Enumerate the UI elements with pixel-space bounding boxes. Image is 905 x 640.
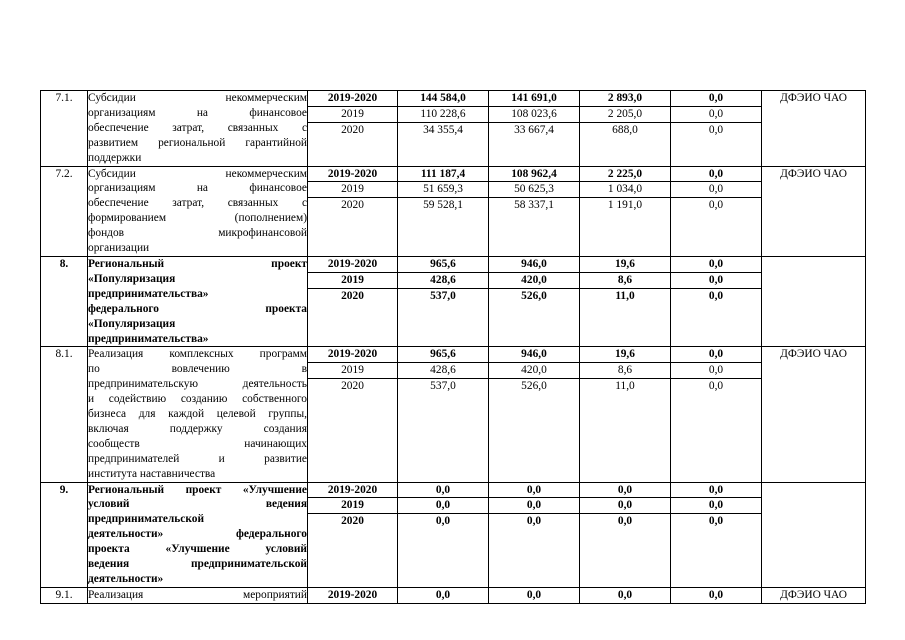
years-cell: 2019-2020 2019 2020 bbox=[308, 256, 398, 346]
responsible-cell bbox=[762, 256, 866, 346]
row-name: Реализация мероприятий bbox=[88, 587, 308, 603]
total-cell: 965,6 428,6 537,0 bbox=[398, 347, 489, 482]
total-cell: 0,0 0,0 0,0 bbox=[398, 482, 489, 587]
federal-cell: 946,0 420,0 526,0 bbox=[489, 256, 580, 346]
responsible-cell: ДФЭИО ЧАО bbox=[762, 166, 866, 256]
row-number: 8.1. bbox=[41, 347, 88, 482]
row-name: Региональный проект «Популяризация предпринимательства» федерального проекта «Популяризация предпринимательства» bbox=[88, 256, 308, 346]
years-cell: 2019-2020 bbox=[308, 587, 398, 603]
row-name: Реализация комплексных программ по вовлечению в предпринимательскую деятельность и содействию созданию собственного бизнеса для каждой целевой группы, включая поддержку создания сообществ начинающих предпринимателей и развитие института наставничества bbox=[88, 347, 308, 482]
years-cell: 2019-2020 2019 2020 bbox=[308, 482, 398, 587]
regional-cell: 0,0 0,0 0,0 bbox=[580, 482, 671, 587]
total-cell: 965,6 428,6 537,0 bbox=[398, 256, 489, 346]
other-cell: 0,0 0,0 0,0 bbox=[671, 347, 762, 482]
table-row bbox=[41, 587, 866, 603]
table-row bbox=[41, 347, 866, 482]
table-row bbox=[41, 482, 866, 587]
budget-table bbox=[40, 90, 866, 604]
table-row bbox=[41, 256, 866, 346]
row-number: 8. bbox=[41, 256, 88, 346]
other-cell: 0,0 0,0 0,0 bbox=[671, 166, 762, 256]
row-name: Субсидии некоммерческим организациям на финансовое обеспечение затрат, связанных с развитием региональной гарантийной поддержки bbox=[88, 91, 308, 167]
total-cell: 111 187,4 51 659,3 59 528,1 bbox=[398, 166, 489, 256]
years-cell: 2019-2020 2019 2020 bbox=[308, 166, 398, 256]
other-cell: 0,0 0,0 0,0 bbox=[671, 482, 762, 587]
years-cell: 2019-2020 2019 2020 bbox=[308, 347, 398, 482]
federal-cell: 0,0 0,0 0,0 bbox=[489, 482, 580, 587]
table-row bbox=[41, 91, 866, 167]
row-name: Субсидии некоммерческим организациям на финансовое обеспечение затрат, связанных с формированием (пополнением) фондов микрофинансовой организации bbox=[88, 166, 308, 256]
regional-cell: 19,6 8,6 11,0 bbox=[580, 347, 671, 482]
other-cell: 0,0 0,0 0,0 bbox=[671, 91, 762, 167]
responsible-cell: ДФЭИО ЧАО bbox=[762, 347, 866, 482]
row-name: Региональный проект «Улучшение условий ведения предпринимательской деятельности» федерального проекта «Улучшение условий ведения предпринимательской деятельности» bbox=[88, 482, 308, 587]
responsible-cell: ДФЭИО ЧАО bbox=[762, 91, 866, 167]
other-cell: 0,0 0,0 0,0 bbox=[671, 256, 762, 346]
federal-cell: 946,0 420,0 526,0 bbox=[489, 347, 580, 482]
regional-cell: 0,0 bbox=[580, 587, 671, 603]
row-number: 7.2. bbox=[41, 166, 88, 256]
federal-cell: 0,0 bbox=[489, 587, 580, 603]
years-cell: 2019-2020 2019 2020 bbox=[308, 91, 398, 167]
row-number: 9. bbox=[41, 482, 88, 587]
regional-cell: 2 225,0 1 034,0 1 191,0 bbox=[580, 166, 671, 256]
total-cell: 0,0 bbox=[398, 587, 489, 603]
federal-cell: 141 691,0 108 023,6 33 667,4 bbox=[489, 91, 580, 167]
federal-cell: 108 962,4 50 625,3 58 337,1 bbox=[489, 166, 580, 256]
responsible-cell bbox=[762, 482, 866, 587]
total-cell: 144 584,0 110 228,6 34 355,4 bbox=[398, 91, 489, 167]
row-number: 7.1. bbox=[41, 91, 88, 167]
other-cell: 0,0 bbox=[671, 587, 762, 603]
regional-cell: 19,6 8,6 11,0 bbox=[580, 256, 671, 346]
responsible-cell: ДФЭИО ЧАО bbox=[762, 587, 866, 603]
table-row bbox=[41, 166, 866, 256]
regional-cell: 2 893,0 2 205,0 688,0 bbox=[580, 91, 671, 167]
row-number: 9.1. bbox=[41, 587, 88, 603]
